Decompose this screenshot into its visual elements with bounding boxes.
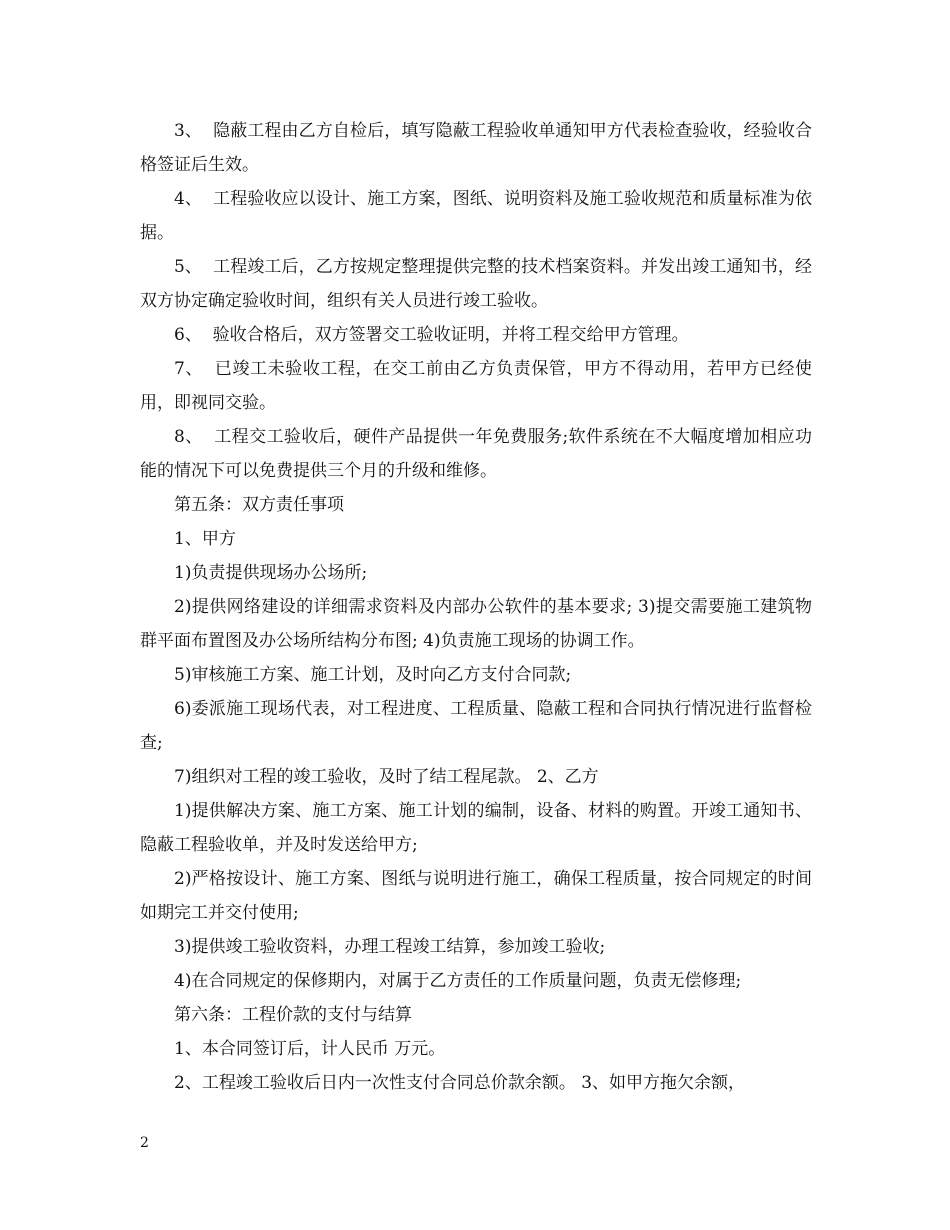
page-number: 2 (140, 1135, 149, 1151)
list-item: 6)委派施工现场代表，对工程进度、工程质量、隐蔽工程和合同执行情况进行监督检查; (140, 699, 812, 753)
list-item: 5)审核施工方案、施工计划，及时向乙方支付合同款; (174, 665, 572, 685)
paragraph: 6、 验收合格后，双方签署交工验收证明，并将工程交给甲方管理。 (174, 325, 689, 345)
list-item: 4)在合同规定的保修期内，对属于乙方责任的工作质量问题，负责无偿修理; (174, 971, 742, 991)
paragraph: 4、 工程验收应以设计、施工方案，图纸、说明资料及施工验收规范和质量标准为依据。 (140, 189, 812, 243)
list-item: 3)提供竣工验收资料，办理工程竣工结算，参加竣工验收; (174, 937, 606, 957)
list-item: 7)组织对工程的竣工验收，及时了结工程尾款。 2、乙方 (174, 767, 599, 787)
paragraph: 1、本合同签订后，计人民币 万元。 (174, 1039, 446, 1059)
subsection-heading: 1、甲方 (174, 529, 236, 549)
paragraph: 7、 已竣工未验收工程，在交工前由乙方负责保管，甲方不得动用，若甲方已经使用，即视同交验。 (140, 359, 812, 413)
section-heading: 第六条：工程价款的支付与结算 (174, 1005, 412, 1025)
list-item: 2)严格按设计、施工方案、图纸与说明进行施工，确保工程质量，按合同规定的时间如期完工并交付使用; (140, 869, 812, 923)
list-item: 2)提供网络建设的详细需求资料及内部办公软件的基本要求; 3)提交需要施工建筑物群平面布置图及办公场所结构分布图; 4)负责施工现场的协调工作。 (140, 597, 812, 651)
list-item: 1)提供解决方案、施工方案、施工计划的编制，设备、材料的购置。开竣工通知书、隐蔽工程验收单，并及时发送给甲方; (140, 801, 812, 855)
paragraph: 5、 工程竣工后，乙方按规定整理提供完整的技术档案资料。并发出竣工通知书，经双方协定确定验收时间，组织有关人员进行竣工验收。 (140, 257, 812, 311)
section-heading: 第五条：双方责任事项 (174, 495, 344, 515)
document-body (140, 114, 812, 1100)
paragraph: 8、 工程交工验收后，硬件产品提供一年免费服务;软件系统在不大幅度增加相应功能的情况下可以免费提供三个月的升级和维修。 (140, 427, 812, 481)
list-item: 1)负责提供现场办公场所; (174, 563, 368, 583)
paragraph: 2、工程竣工验收后日内一次性支付合同总价款余额。 3、如甲方拖欠余额， (174, 1073, 746, 1093)
paragraph: 3、 隐蔽工程由乙方自检后，填写隐蔽工程验收单通知甲方代表检查验收，经验收合格签证后生效。 (140, 121, 812, 175)
